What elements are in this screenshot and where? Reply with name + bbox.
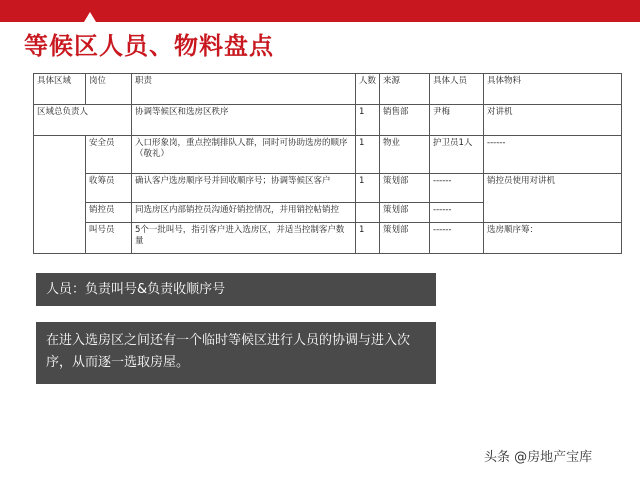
top-bar-notch: [84, 12, 96, 22]
header-cell-count: 人数: [356, 74, 380, 105]
table-cell: 收筹员: [86, 174, 132, 203]
table-cell: 尹梅: [430, 105, 484, 136]
table-cell: [356, 203, 380, 223]
table-cell: 5个一批叫号，指引客户进入选房区，并适当控制客户数量: [132, 223, 356, 254]
top-red-bar: [0, 0, 640, 22]
table-cell: 1: [356, 136, 380, 174]
header-cell-material: 具体物料: [484, 74, 622, 105]
staff-summary-box: 人员：负责叫号&负责收顺序号: [36, 273, 436, 306]
table-cell: 叫号员: [86, 223, 132, 254]
table-cell: ------: [430, 223, 484, 254]
table-cell: ------: [484, 136, 622, 174]
table-cell: 1: [356, 223, 380, 254]
table-cell: 协调等候区和选房区秩序: [132, 105, 356, 136]
table-cell: 安全员: [86, 136, 132, 174]
table-row: [34, 223, 622, 254]
table-cell: 区域总负责人: [34, 105, 132, 136]
table-cell: 销售部: [380, 105, 430, 136]
table-cell: 1: [356, 105, 380, 136]
waiting-area-note-box: 在进入选房区之间还有一个临时等候区进行人员的协调与进入次序，从而逐一选取房屋。: [36, 322, 436, 384]
table-row: [34, 105, 622, 136]
table-cell: 1: [356, 174, 380, 203]
table-cell: 策划部: [380, 174, 430, 203]
table-cell: 确认客户选房顺序号并回收顺序号；协调等候区客户: [132, 174, 356, 203]
staff-materials-table: [33, 73, 622, 254]
page-title: 等候区人员、物料盘点: [24, 32, 274, 60]
table-cell: 策划部: [380, 223, 430, 254]
table-cell: ------: [430, 203, 484, 223]
header-cell-post: 岗位: [86, 74, 132, 105]
header-cell-source: 来源: [380, 74, 430, 105]
table-cell: ------: [430, 174, 484, 203]
table-row: [34, 174, 622, 203]
header-cell-duty: 职责: [132, 74, 356, 105]
table-cell: 对讲机: [484, 105, 622, 136]
table-cell: 护卫员1人: [430, 136, 484, 174]
table-cell: 销控员: [86, 203, 132, 223]
table-cell: 物业: [380, 136, 430, 174]
table-cell: 选房顺序筹：: [484, 223, 622, 254]
header-cell-area: 具体区域: [34, 74, 86, 105]
header-cell-person: 具体人员: [430, 74, 484, 105]
table-row: [34, 136, 622, 174]
watermark-footer: 头条 @房地产宝库: [484, 450, 593, 465]
table-header-row: [34, 74, 622, 105]
table-cell: 销控员使用对讲机: [484, 174, 622, 223]
table-cell-empty-area: [34, 136, 86, 254]
table-cell: 入口形象岗，重点控制排队人群，同时可协助选房的顺序（敬礼）: [132, 136, 356, 174]
table-cell: 策划部: [380, 203, 430, 223]
table-cell: 同选房区内部销控员沟通好销控情况，并用销控帖销控: [132, 203, 356, 223]
